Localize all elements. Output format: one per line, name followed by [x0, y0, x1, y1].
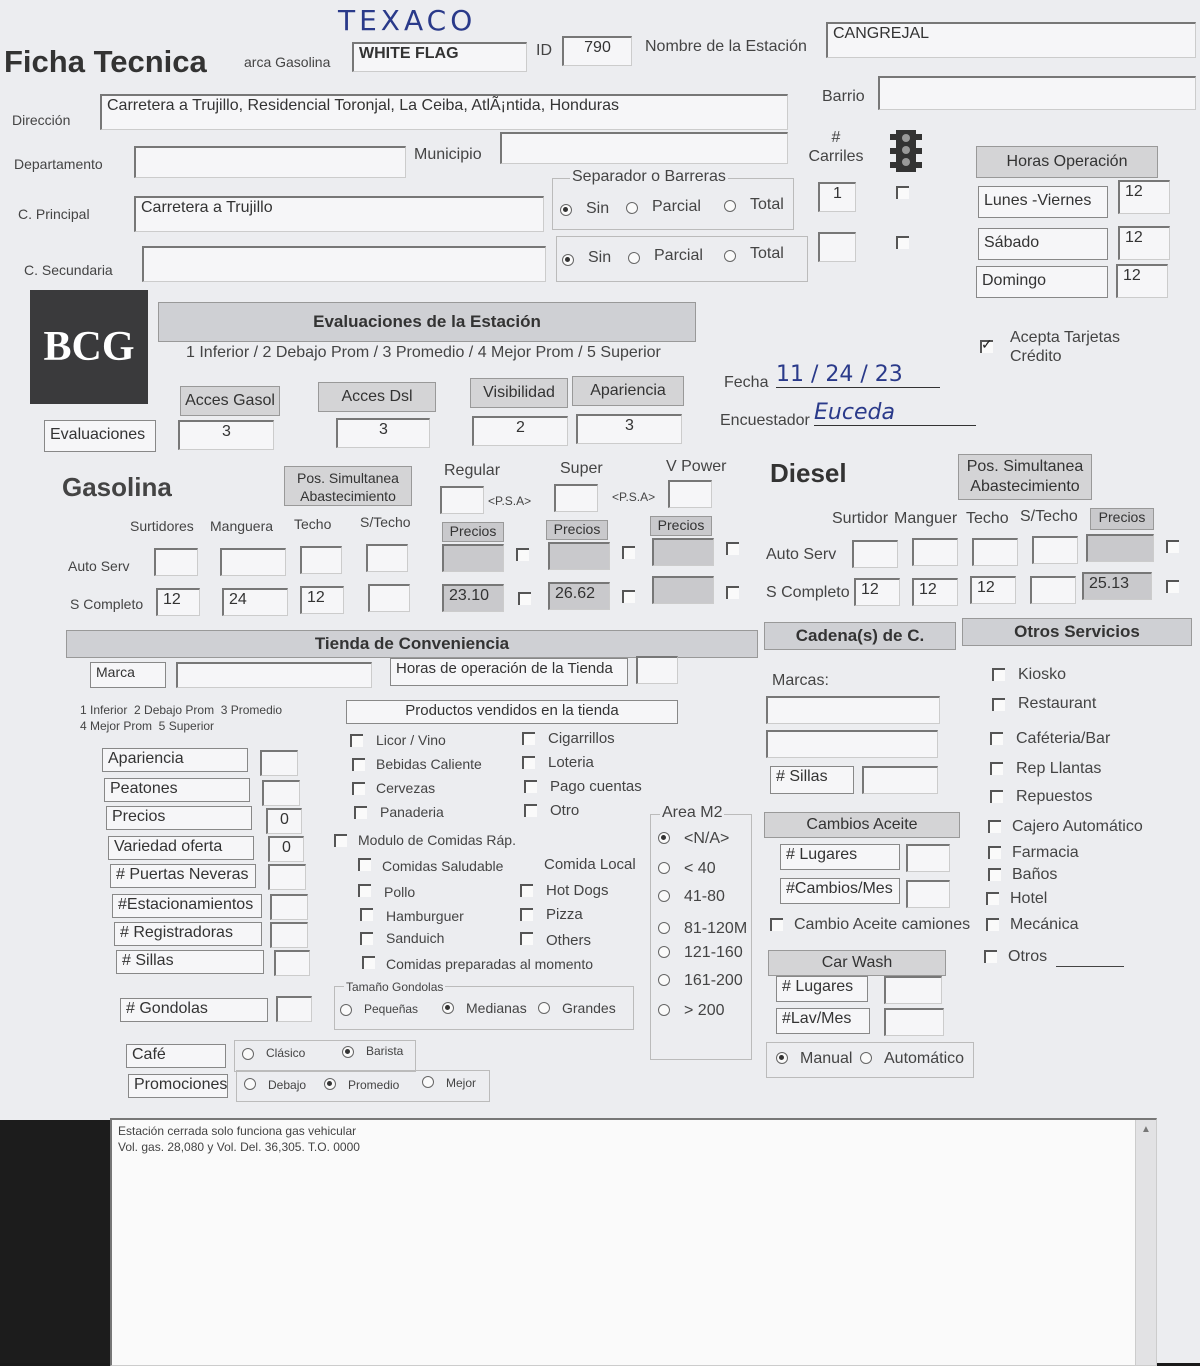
eval-visibility-field[interactable]: 2 [472, 416, 568, 446]
department-field[interactable] [134, 146, 406, 178]
chains-brand-field-2[interactable] [766, 730, 938, 758]
store-metric-appearance: Apariencia [102, 748, 248, 772]
product-other-label: Otro [550, 802, 580, 819]
store-metric-pedestrians-field[interactable] [262, 780, 300, 806]
product-bakery-checkbox[interactable] [354, 806, 367, 819]
promo-average-label: Promedio [348, 1078, 400, 1092]
separator-label: Separador o Barreras [572, 168, 726, 185]
svc-restaurant-label: Restaurant [1018, 695, 1097, 712]
self-price-regular-checkbox[interactable] [516, 548, 529, 561]
self-noroof-field[interactable] [366, 544, 408, 572]
diesel-self-noroof-field[interactable] [1032, 536, 1078, 564]
area-lt40-label: < 40 [684, 860, 716, 877]
notes-area[interactable] [110, 1118, 1157, 1366]
other-services-header: Otros Servicios [962, 618, 1192, 646]
store-metric-variety-field[interactable]: 0 [268, 836, 304, 862]
municipality-label: Municipio [414, 146, 482, 163]
car-wash-manual-radio[interactable] [776, 1052, 788, 1064]
eval-visibility-label: Visibilidad [470, 378, 568, 408]
store-metric-gondolas-field[interactable] [276, 996, 312, 1022]
area-81-120-radio[interactable] [658, 922, 670, 934]
eval-appearance-field[interactable]: 3 [576, 414, 682, 444]
area-na-label: <N/A> [684, 830, 730, 847]
price-header-regular: Precios [442, 522, 504, 542]
col-hoses: Manguera [210, 518, 274, 534]
chains-header: Cadena(s) de C. [764, 622, 956, 650]
product-liquor-checkbox[interactable] [350, 734, 363, 747]
cafe-barista-radio[interactable] [342, 1046, 354, 1058]
oil-spots-label: # Lugares [780, 844, 900, 870]
food-pizza-label: Pizza [546, 906, 583, 923]
oil-changes-field[interactable] [906, 880, 950, 908]
diesel-self-roof-field[interactable] [972, 538, 1018, 566]
separator-sin-radio[interactable] [560, 204, 572, 216]
store-metric-registers: # Registradoras [114, 922, 262, 946]
store-metric-chairs-field[interactable] [274, 950, 310, 976]
area-81-120-label: 81-120M [684, 920, 748, 937]
bcg-logo [30, 290, 148, 404]
self-hoses-field[interactable] [220, 548, 286, 576]
svc-restaurant-checkbox[interactable] [992, 698, 1005, 711]
secondary-street-field[interactable] [142, 246, 546, 282]
notes-line-2: Vol. gas. 28,080 y Vol. Del. 36,305. T.O. 0000 [118, 1140, 360, 1154]
brand-field[interactable]: WHITE FLAG [352, 42, 527, 72]
station-name-label: Nombre de la Estación [645, 38, 807, 55]
svc-tire-repair-label: Rep Llantas [1016, 760, 1102, 777]
store-hours-field[interactable] [636, 656, 678, 684]
svc-tire-repair-checkbox[interactable] [990, 762, 1003, 775]
cafe-classic-radio[interactable] [242, 1048, 254, 1060]
gondola-small-label: Pequeñas [364, 1002, 419, 1016]
svc-hotel-checkbox[interactable] [986, 892, 999, 905]
scroll-up-icon[interactable]: ▲ [1141, 1124, 1151, 1135]
diesel-full-hose-field[interactable]: 12 [912, 578, 958, 606]
diesel-price-header: Precios [1090, 508, 1154, 530]
diesel-col-dispenser: Surtidor [832, 510, 889, 527]
svc-atm-label: Cajero Automático [1012, 818, 1143, 835]
store-brand-label: Marca [90, 662, 166, 688]
svc-kiosk-label: Kiosko [1018, 666, 1067, 683]
secondary-parcial-label: Parcial [654, 247, 703, 264]
lanes-main-field[interactable]: 1 [818, 182, 856, 212]
diesel-full-noroof-field[interactable] [1030, 576, 1076, 604]
municipality-field[interactable] [500, 132, 788, 164]
regular-label: Regular [444, 462, 501, 479]
full-noroof-field[interactable] [368, 584, 410, 612]
surveyor-label: Encuestador [720, 412, 810, 429]
area-gt200-radio[interactable] [658, 1004, 670, 1016]
saturday-label: Sábado [978, 228, 1108, 260]
store-metric-chairs: # Sillas [116, 950, 264, 974]
self-roof-field[interactable] [300, 546, 342, 574]
area-lt40-radio[interactable] [658, 862, 670, 874]
food-hotdogs-label: Hot Dogs [546, 882, 609, 899]
area-161-200-label: 161-200 [684, 972, 743, 989]
self-price-vpower-checkbox[interactable] [726, 542, 739, 555]
store-metric-variety: Variedad oferta [108, 836, 254, 860]
car-wash-per-month-field[interactable] [884, 1008, 944, 1036]
product-beer-checkbox[interactable] [352, 782, 365, 795]
store-metric-appearance-field[interactable] [260, 750, 298, 776]
separator-sin-label: Sin [586, 200, 610, 217]
super-psa-field[interactable] [554, 484, 598, 512]
id-field[interactable]: 790 [562, 36, 632, 66]
car-wash-spots-field[interactable] [884, 976, 942, 1004]
cafe-barista-label: Barista [366, 1044, 404, 1058]
promo-below-radio[interactable] [244, 1078, 256, 1090]
diesel-simultaneous-label: Pos. Simultanea Abastecimiento [958, 454, 1092, 500]
car-wash-spots-label: # Lugares [776, 976, 868, 1002]
secondary-parcial-radio[interactable] [628, 252, 640, 264]
svc-mechanic-checkbox[interactable] [986, 918, 999, 931]
food-chicken-label: Pollo [384, 884, 416, 900]
separator-parcial-radio[interactable] [626, 202, 638, 214]
self-dispensers-field[interactable] [154, 548, 198, 576]
product-other-checkbox[interactable] [524, 804, 537, 817]
cafe-classic-label: Clásico [266, 1046, 306, 1060]
promo-better-label: Mejor [446, 1076, 477, 1090]
notes-line-1: Estación cerrada solo funciona gas vehicular [118, 1124, 357, 1138]
eval-diesel-access-field[interactable]: 3 [336, 418, 430, 448]
store-metric-fridge-doors: # Puertas Neveras [110, 864, 256, 888]
food-prepared-checkbox[interactable] [362, 956, 375, 969]
svc-hotel-label: Hotel [1010, 890, 1048, 907]
traffic-light-icon [888, 128, 924, 174]
area-161-200-radio[interactable] [658, 974, 670, 986]
eval-gas-access-field[interactable]: 3 [178, 420, 274, 450]
area-na-radio[interactable] [658, 832, 670, 844]
lanes-secondary-field[interactable] [818, 232, 856, 262]
svc-cafeteria-label: Caféteria/Bar [1016, 730, 1111, 747]
gasoline-heading: Gasolina [62, 472, 172, 502]
fast-food-module-label: Modulo de Comidas Ráp. [358, 832, 516, 848]
food-prepared-label: Comidas preparadas al momento [386, 956, 593, 972]
diesel-self-price-checkbox[interactable] [1166, 540, 1179, 553]
svc-others-checkbox[interactable] [984, 950, 997, 963]
gondola-large-label: Grandes [562, 1000, 616, 1016]
store-metric-registers-field[interactable] [270, 922, 308, 948]
regular-psa-field[interactable] [440, 486, 484, 514]
oil-changes-label: #Cambios/Mes [780, 878, 900, 904]
diesel-self-dispenser-field[interactable] [852, 540, 898, 568]
vpower-label: V Power [666, 458, 727, 475]
oil-change-header: Cambios Aceite [764, 812, 960, 838]
station-name-field[interactable]: CANGREJAL [826, 22, 1196, 58]
food-others-checkbox[interactable] [520, 932, 533, 945]
food-hotdogs-checkbox[interactable] [520, 884, 533, 897]
food-burger-label: Hamburguer [386, 908, 464, 924]
svc-pharmacy-checkbox[interactable] [988, 846, 1001, 859]
self-service-label: Auto Serv [68, 558, 130, 574]
full-roof-field[interactable]: 12 [300, 586, 344, 614]
full-price-super-field[interactable]: 26.62 [548, 582, 610, 610]
local-food-label: Comida Local [544, 856, 636, 873]
self-price-super-field[interactable] [548, 542, 610, 570]
col-noroof: S/Techo [360, 514, 411, 530]
product-bill-pay-label: Pago cuentas [550, 778, 642, 795]
secondary-sin-radio[interactable] [562, 254, 574, 266]
svc-spare-parts-label: Repuestos [1016, 788, 1093, 805]
eval-appearance-label: Apariencia [572, 376, 684, 406]
weekday-label: Lunes -Viernes [978, 186, 1108, 218]
area-gt200-label: > 200 [684, 1002, 725, 1019]
svc-mechanic-label: Mecánica [1010, 916, 1079, 933]
store-metric-fridge-doors-field[interactable] [268, 864, 306, 890]
products-header: Productos vendidos en la tienda [346, 700, 678, 724]
diesel-full-dispenser-field[interactable]: 12 [854, 578, 900, 606]
store-metric-prices: Precios [106, 806, 252, 830]
product-lottery-checkbox[interactable] [522, 756, 535, 769]
car-wash-automatic-label: Automático [884, 1050, 965, 1067]
form-title: Ficha Tecnica [4, 44, 207, 79]
sunday-hours-field[interactable]: 12 [1116, 264, 1168, 298]
diesel-full-roof-field[interactable]: 12 [970, 576, 1016, 604]
store-metric-parking: #Estacionamientos [112, 894, 262, 918]
diesel-col-noroof: S/Techo [1020, 508, 1078, 525]
svc-cafeteria-checkbox[interactable] [990, 732, 1003, 745]
car-wash-per-month-label: #Lav/Mes [776, 1008, 870, 1034]
dark-background [0, 1120, 110, 1363]
sunday-label: Domingo [976, 266, 1108, 298]
store-metric-pedestrians: Peatones [104, 778, 250, 802]
address-label: Dirección [12, 112, 71, 128]
promo-better-radio[interactable] [422, 1076, 434, 1088]
promo-below-label: Debajo [268, 1078, 307, 1092]
full-hoses-field[interactable]: 24 [222, 588, 288, 616]
oil-spots-field[interactable] [906, 844, 950, 872]
hours-header: Horas Operación [976, 146, 1158, 178]
promo-average-radio[interactable] [324, 1078, 336, 1090]
gondola-large-radio[interactable] [538, 1002, 550, 1014]
product-cigarettes-label: Cigarrillos [548, 730, 615, 747]
traffic-light-main-checkbox[interactable] [896, 186, 909, 199]
diesel-col-roof: Techo [966, 510, 1009, 527]
area-41-80-label: 41-80 [684, 888, 725, 905]
truck-oil-change-checkbox[interactable] [770, 918, 783, 931]
car-wash-automatic-radio[interactable] [860, 1052, 872, 1064]
svc-restrooms-label: Baños [1012, 866, 1058, 883]
food-others-label: Others [546, 932, 592, 949]
separator-total-label: Total [750, 196, 784, 213]
store-metric-prices-field[interactable]: 0 [266, 808, 302, 834]
chains-chairs-field[interactable] [862, 766, 938, 794]
food-burger-checkbox[interactable] [360, 908, 373, 921]
date-value: 11 / 24 / 23 [776, 362, 940, 388]
food-healthy-label: Comidas Saludable [382, 858, 504, 874]
lanes-label: # Carriles [808, 129, 864, 165]
eval-gas-access-label: Acces Gasol [180, 386, 280, 416]
gasoline-simultaneous-label: Pos. Simultanea Abastecimiento [284, 466, 412, 506]
store-brand-field[interactable] [176, 662, 372, 688]
product-hot-drinks-label: Bebidas Caliente [376, 756, 482, 772]
food-sandwich-label: Sanduich [386, 930, 445, 946]
product-beer-label: Cervezas [376, 780, 436, 796]
food-chicken-checkbox[interactable] [358, 884, 371, 897]
handwritten-brand: TEXACO [338, 4, 477, 37]
svc-others-label: Otros [1008, 948, 1048, 965]
vpower-psa-field[interactable] [668, 480, 712, 508]
date-label: Fecha [724, 374, 769, 391]
brand-label: arca Gasolina [244, 54, 331, 70]
chains-chairs-label: # Sillas [770, 766, 854, 794]
diesel-self-hose-field[interactable] [912, 538, 958, 566]
product-lottery-label: Loteria [548, 754, 594, 771]
saturday-hours-field[interactable]: 12 [1118, 226, 1170, 260]
area-121-160-label: 121-160 [684, 944, 743, 961]
store-scale: 1 Inferior 2 Debajo Prom 3 Promedio 4 Mejor Prom 5 Superior [80, 703, 283, 733]
area-41-80-radio[interactable] [658, 890, 670, 902]
full-dispensers-field[interactable]: 12 [156, 588, 200, 616]
psa-label-1: <P.S.A> [488, 494, 532, 508]
barrio-field[interactable] [878, 76, 1196, 110]
gondola-small-radio[interactable] [340, 1004, 352, 1016]
promotions-label: Promociones [128, 1074, 228, 1098]
main-street-field[interactable]: Carretera a Trujillo [134, 196, 544, 232]
food-pizza-checkbox[interactable] [520, 908, 533, 921]
product-bakery-label: Panaderia [380, 804, 444, 820]
store-metric-gondolas: # Gondolas [120, 998, 268, 1022]
col-roof: Techo [294, 516, 332, 532]
product-bill-pay-checkbox[interactable] [524, 780, 537, 793]
self-price-super-checkbox[interactable] [622, 546, 635, 559]
price-header-super: Precios [546, 520, 608, 540]
secondary-sin-label: Sin [588, 249, 612, 266]
eval-diesel-access-label: Acces Dsl [318, 382, 436, 412]
diesel-self-price-field[interactable] [1086, 534, 1154, 562]
product-liquor-label: Licor / Vino [376, 732, 446, 748]
secondary-street-label: C. Secundaria [24, 262, 113, 278]
traffic-light-secondary-checkbox[interactable] [896, 236, 909, 249]
super-label: Super [560, 460, 603, 477]
self-price-regular-field[interactable] [442, 544, 504, 572]
diesel-full-service-label: S Completo [766, 584, 850, 601]
barrio-label: Barrio [822, 88, 865, 105]
car-wash-header: Car Wash [768, 950, 946, 976]
accepts-cards-label: Acepta Tarjetas Crédito [1010, 329, 1120, 365]
diesel-full-price-checkbox[interactable] [1166, 580, 1179, 593]
diesel-self-service-label: Auto Serv [766, 546, 837, 563]
main-street-label: C. Principal [18, 206, 90, 222]
store-header: Tienda de Conveniencia [66, 630, 758, 658]
store-metric-parking-field[interactable] [270, 894, 308, 920]
chains-brand-field-1[interactable] [766, 696, 940, 724]
diesel-col-hose: Manguer [894, 510, 958, 527]
full-price-vpower-field[interactable] [652, 576, 714, 604]
secondary-total-label: Total [750, 245, 784, 262]
gondola-medium-label: Medianas [466, 1000, 527, 1016]
cafe-label: Café [126, 1044, 226, 1068]
address-field[interactable]: Carretera a Trujillo, Residencial Toronjal, La Ceiba, AtlÃ¡ntida, Honduras [100, 94, 788, 130]
full-price-regular-field[interactable]: 23.10 [442, 584, 504, 612]
psa-label-2: <P.S.A> [612, 490, 656, 504]
area-label: Area M2 [662, 804, 723, 821]
department-label: Departamento [14, 156, 103, 172]
food-healthy-checkbox[interactable] [358, 858, 371, 871]
svc-restrooms-checkbox[interactable] [988, 868, 1001, 881]
weekday-hours-field[interactable]: 12 [1118, 180, 1170, 214]
store-hours-label: Horas de operación de la Tienda [390, 658, 628, 686]
product-cigarettes-checkbox[interactable] [522, 732, 535, 745]
full-service-label: S Completo [70, 596, 144, 612]
svc-atm-checkbox[interactable] [988, 820, 1001, 833]
svc-others-line [1056, 966, 1124, 967]
svc-pharmacy-label: Farmacia [1012, 844, 1079, 861]
evaluations-scale: 1 Inferior / 2 Debajo Prom / 3 Promedio / 4 Mejor Prom / 5 Superior [186, 344, 661, 361]
surveyor-value: Euceda [814, 400, 976, 426]
svc-kiosk-checkbox[interactable] [992, 668, 1005, 681]
price-header-vpower: Precios [650, 516, 712, 536]
gondola-size-label: Tamaño Gondolas [346, 980, 444, 994]
truck-oil-change-label: Cambio Aceite camiones [794, 916, 971, 933]
separator-parcial-label: Parcial [652, 198, 701, 215]
notes-scrollbar[interactable] [1135, 1120, 1156, 1365]
food-sandwich-checkbox[interactable] [360, 932, 373, 945]
id-label: ID [536, 42, 552, 59]
gondola-medium-radio[interactable] [442, 1002, 454, 1014]
separator-total-radio[interactable] [724, 200, 736, 212]
full-price-regular-checkbox[interactable] [518, 592, 531, 605]
car-wash-manual-label: Manual [800, 1050, 853, 1067]
evaluations-row-label: Evaluaciones [44, 420, 156, 452]
full-price-super-checkbox[interactable] [622, 590, 635, 603]
diesel-full-price-field[interactable]: 25.13 [1082, 572, 1152, 600]
svc-spare-parts-checkbox[interactable] [990, 790, 1003, 803]
fast-food-module-checkbox[interactable] [334, 834, 347, 847]
checkmark-icon: ✓ [981, 336, 993, 352]
chains-brands-label: Marcas: [772, 672, 829, 689]
full-price-vpower-checkbox[interactable] [726, 586, 739, 599]
self-price-vpower-field[interactable] [652, 538, 714, 566]
diesel-heading: Diesel [770, 458, 847, 488]
secondary-total-radio[interactable] [724, 250, 736, 262]
area-121-160-radio[interactable] [658, 946, 670, 958]
product-hot-drinks-checkbox[interactable] [352, 758, 365, 771]
bcg-logo-text: BCG [43, 324, 135, 370]
col-dispensers: Surtidores [130, 518, 194, 534]
evaluations-header: Evaluaciones de la Estación [158, 302, 696, 342]
